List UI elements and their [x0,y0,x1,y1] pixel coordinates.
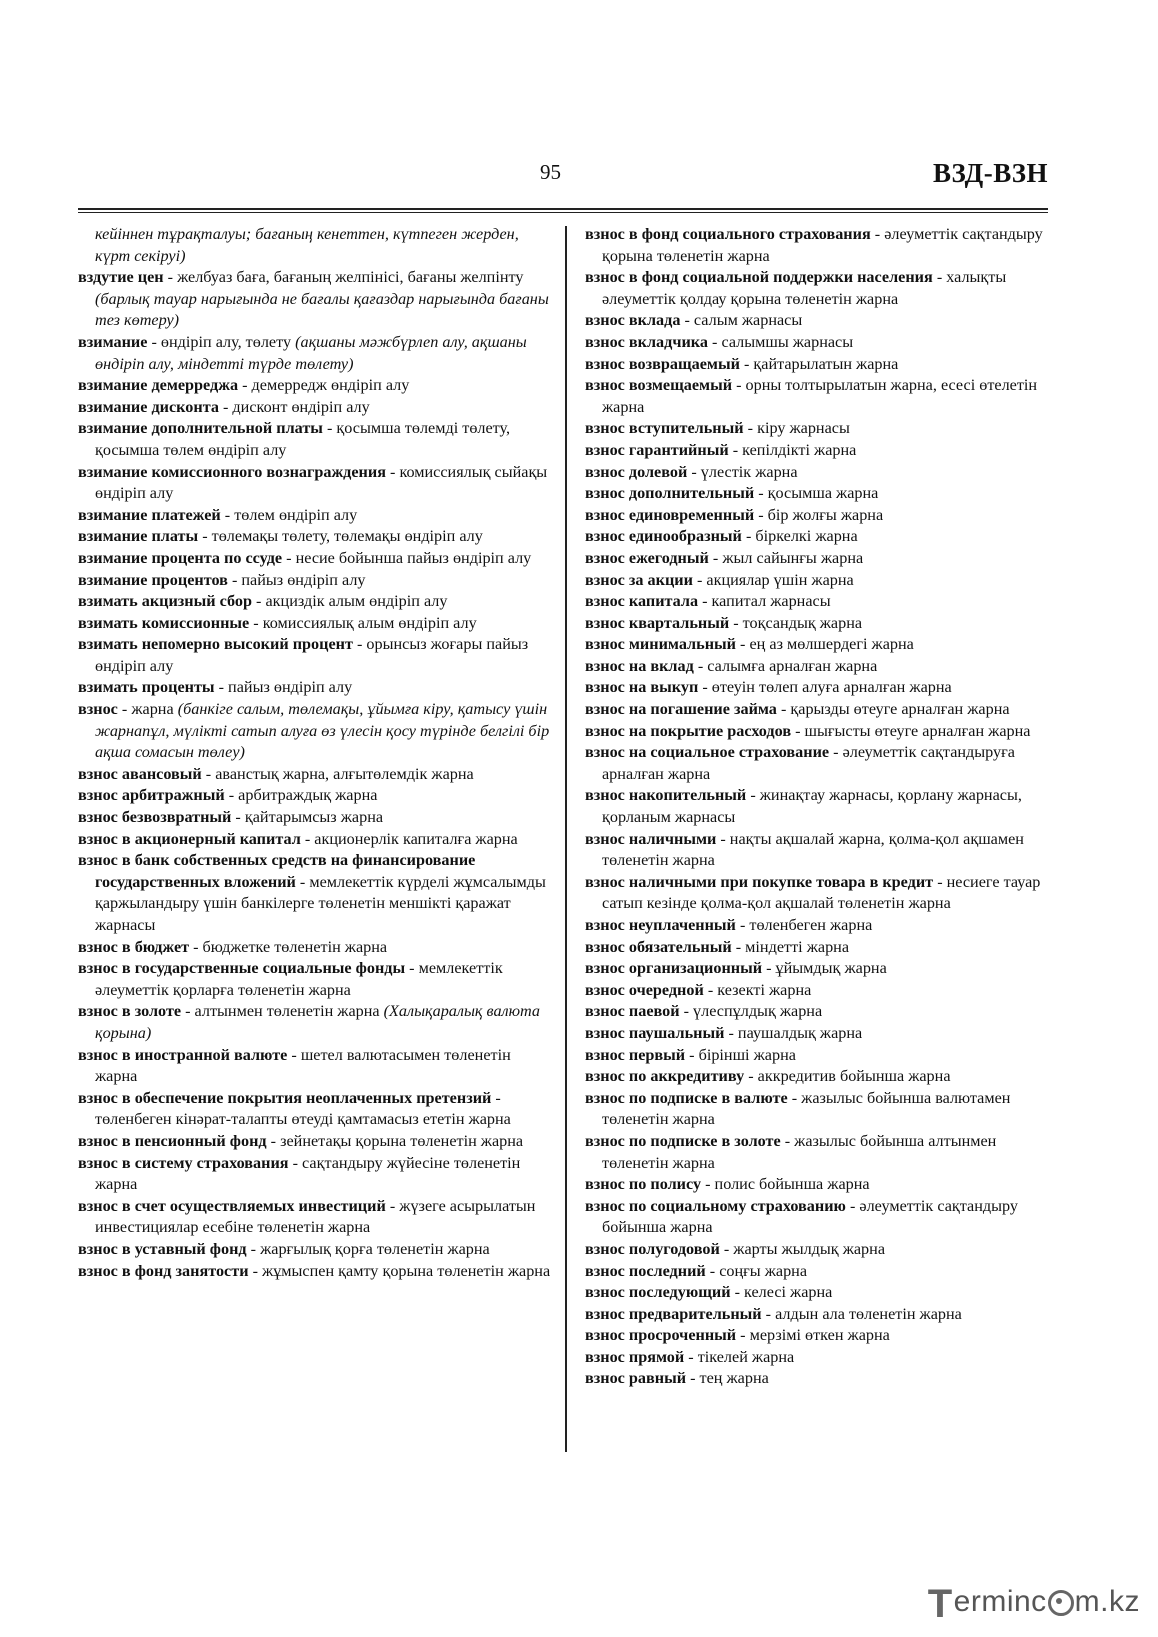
entry-term: взнос вступительный [585,419,744,438]
entry-note: (ақшаны мәжбүрлеп алу, ақшаны өндіріп алу, міндетті түрде төлету) [95,332,527,373]
entry-translation: - жазылыс бойынша валютамен төленетін жарна [602,1088,1011,1129]
dictionary-entry [585,570,1055,592]
entry-term: взнос единообразный [585,527,742,546]
dictionary-entry [78,785,553,807]
entry-term: взнос просроченный [585,1326,737,1345]
entry-translation: - зейнетақы қорына төленетін жарна [266,1131,524,1150]
dictionary-entry [585,1304,1055,1326]
dictionary-entry [78,850,553,936]
dictionary-entry [78,1001,553,1044]
entry-translation: - төленбеген жарна [735,916,873,934]
dictionary-entry [78,505,553,527]
entry-term: вздутие цен [78,268,164,287]
entry-translation: - әлеуметтік сақтандыру қорына төленетін жарна [602,225,1043,265]
entry-translation: - арбитраждық жарна [224,786,378,805]
dictionary-entry [78,375,553,397]
dictionary-entry [78,958,553,1001]
entry-translation: - жарғылық қорға төленетін жарна [246,1239,490,1258]
dictionary-entry [585,1196,1055,1239]
entry-translation: - пайыз өндіріп алу [227,570,366,589]
entry-term: взимание платежей [78,505,221,524]
entry-translation: - соңғы жарна [705,1261,808,1280]
logo-text-start: erminc [953,1585,1047,1618]
entry-translation: - орынсыз жоғары пайыз өндіріп алу [95,635,529,675]
dictionary-entry [585,785,1055,828]
entry-translation: - алдын ала төленетін жарна [761,1304,962,1323]
entry-term: взнос первый [585,1045,686,1064]
entry-translation: - біркелкі жарна [741,527,858,546]
dictionary-entry [78,397,553,419]
entry-translation: - келесі жарна [730,1283,833,1302]
entry-term: взнос капитала [585,592,699,611]
entry-translation: - жұмыспен қамту қорына төленетін жарна [248,1261,551,1280]
entry-term: взнос минимальный [585,635,736,654]
entry-translation: - жарна [117,700,178,719]
entry-translation: - салым жарнасы [680,311,803,330]
dictionary-entry [585,613,1055,635]
dictionary-entry [78,570,553,592]
entry-term: взимание платы [78,527,199,546]
entry-term: взнос в бюджет [78,937,190,956]
dictionary-entry [585,1368,1055,1390]
entry-translation: - төлем өндіріп алу [220,505,358,524]
dictionary-entry [78,548,553,570]
entry-term: взнос по социальному страхованию [585,1196,846,1215]
entry-translation: - өндіріп алу, төлету [147,332,296,351]
entry-term: взнос [78,700,118,719]
entry-term: взнос безвозвратный [78,808,232,827]
entry-term: взнос вклада [585,311,681,330]
dictionary-entry [585,310,1055,332]
entry-term: взнос в пенсионный фонд [78,1131,267,1150]
dictionary-entry [585,721,1055,743]
entry-term: взимание демерреджа [78,376,239,395]
entry-term: взнос в счет осуществляемых инвестиций [78,1196,386,1215]
entry-translation: - дисконт өндіріп алу [218,397,370,416]
entry-term: взнос на социальное страхование [585,743,830,762]
dictionary-entry [78,807,553,829]
entry-translation: - алтынмен төленетін жарна [181,1002,384,1021]
entry-term: взнос последний [585,1261,706,1280]
entry-term: взнос паевой [585,1002,680,1021]
entry-term: взимать проценты [78,678,215,697]
dictionary-entry [78,829,553,851]
entry-translation: - демерредж өндіріп алу [238,376,410,395]
entry-translation: - мемлекеттік әлеуметтік қорларға төленетін жарна [95,959,503,999]
entry-translation: - шығысты өтеуге арналған жарна [791,721,1031,740]
entry-translation: - жүзеге асырылатын инвестициялар есебіне төленетін жарна [95,1196,536,1237]
entry-term: взимать комиссионные [78,613,250,632]
entry-term: взимать непомерно высокий процент [78,635,353,654]
entry-translation: - бір жолғы жарна [754,505,884,524]
entry-translation: - акционерлік капиталға жарна [300,829,518,848]
dictionary-entry [585,1088,1055,1131]
logo-circle-icon [1048,1590,1074,1616]
entry-translation: - тікелей жарна [684,1347,795,1366]
entry-term: взимание процента по ссуде [78,548,283,567]
logo-text-end: m.kz [1074,1585,1140,1618]
entry-translation: - желбуаз баға, бағаның желпінісі, бағаны желпінту [163,268,524,287]
entry-term: взнос возвращаемый [585,354,740,373]
entry-translation: - акциздік алым өндіріп алу [252,592,448,611]
entry-term: взнос по подписке в золоте [585,1131,781,1150]
entry-translation: - жинақтау жарнасы, қорлану жарнасы, қорланым жарнасы [602,786,1022,827]
entry-translation: - мемлекеттік күрделі жұмсалымды қаржыландыру үшін банкілерге төленетін меншікті қаражат жарнасы [95,872,546,934]
entry-translation: - орны толтырылатын жарна, есесі өтелетін жарна [602,376,1038,416]
entry-term: взнос в банк собственных средств на финансирование государственных вложений [78,851,476,891]
dictionary-entry [78,418,553,461]
entry-translation: - өтеуін төлеп алуға арналған жарна [698,678,952,697]
entry-translation: - бірінші жарна [685,1045,796,1064]
entry-translation: - әлеуметтік сақтандыру бойынша жарна [602,1196,1018,1237]
entry-term: взимание [78,332,148,351]
dictionary-entry [585,483,1055,505]
entry-term: взнос обязательный [585,937,732,956]
dictionary-entry [78,1088,553,1131]
dictionary-entry [585,462,1055,484]
entry-term: взнос в фонд занятости [78,1261,249,1280]
entry-term: взнос наличными [585,829,717,848]
entry-translation: - қайтарымсыз жарна [231,808,384,827]
entry-term: взнос организационный [585,959,763,978]
entry-term: взимание процентов [78,570,228,589]
dictionary-entry [78,764,553,786]
dictionary-entry [585,591,1055,613]
entry-term: взнос в систему страхования [78,1153,289,1172]
entry-term: взнос в государственные социальные фонды [78,959,406,978]
entry-translation: - несие бойынша пайыз өндіріп алу [282,548,532,567]
entry-term: взнос в золоте [78,1002,182,1021]
entry-term: взнос полугодовой [585,1239,720,1258]
entry-translation: - жарты жылдық жарна [719,1239,885,1258]
dictionary-entry [585,1325,1055,1347]
dictionary-entry [585,505,1055,527]
entry-term: взнос наличными при покупке товара в кредит [585,872,934,891]
entry-translation: - ең аз мөлшердегі жарна [736,635,914,654]
entry-term: взнос последующий [585,1283,731,1302]
dictionary-entry [78,332,553,375]
dictionary-entry [585,354,1055,376]
dictionary-entry [585,440,1055,462]
entry-translation: - бюджетке төленетін жарна [189,937,388,956]
dictionary-entry [585,742,1055,785]
entry-term: взнос единовременный [585,505,755,524]
dictionary-entry [78,591,553,613]
entry-term: взнос вкладчика [585,332,708,351]
header-rule-thin [78,212,1048,213]
entry-translation: - паушалдық жарна [724,1023,863,1042]
dictionary-entry [585,332,1055,354]
entry-translation: - комиссиялық алым өндіріп алу [249,613,477,632]
entry-term: взнос предварительный [585,1304,762,1323]
dictionary-entry [585,1001,1055,1023]
dictionary-entry [585,1045,1055,1067]
entry-term: взнос долевой [585,462,688,481]
entry-translation: - полис бойынша жарна [701,1175,870,1194]
left-column [78,224,553,1282]
entry-translation: - мерзімі өткен жарна [736,1326,890,1345]
dictionary-entry [585,1347,1055,1369]
entry-translation: - қайтарылатын жарна [739,354,899,373]
dictionary-entry [585,872,1055,915]
entry-term: взнос авансовый [78,764,202,783]
dictionary-entry [78,1153,553,1196]
dictionary-entry [585,915,1055,937]
dictionary-entry [585,958,1055,980]
terminology-logo [927,1582,1140,1626]
entry-translation: - жыл сайынғы жарна [708,548,864,567]
entry-translation: - жазылыс бойынша алтынмен төленетін жарна [602,1131,997,1172]
dictionary-entry [585,656,1055,678]
entry-translation: - төлемақы төлету, төлемақы өндіріп алу [198,527,483,546]
dictionary-entry [585,1023,1055,1045]
entry-term: взнос арбитражный [78,786,225,805]
entry-translation: - халықты әлеуметтік қолдау қорына төленетін жарна [602,268,1007,308]
dictionary-entry [78,937,553,959]
entry-translation: - кезекті жарна [703,980,812,999]
dictionary-entry [585,267,1055,310]
dictionary-entry [585,699,1055,721]
entry-translation: - нақты ақшалай жарна, қолма-қол ақшамен төленетін жарна [602,829,1024,870]
entry-term: взимание дисконта [78,397,219,416]
entry-translation: - шетел валютасымен төленетін жарна [95,1045,511,1086]
entry-term: взнос равный [585,1369,687,1388]
entry-term: взнос в фонд социального страхования [585,225,871,243]
entry-translation: - кепілдікті жарна [728,440,857,459]
entry-term: взнос на погашение займа [585,700,777,719]
entry-translation: - төленбеген кінәрат-талапты өтеуді қамтамасыз ететін жарна [95,1088,511,1129]
right-column [585,224,1055,1390]
entry-translation: - кіру жарнасы [743,419,850,438]
entry-term: взнос по подписке в валюте [585,1088,788,1107]
dictionary-entry [78,677,553,699]
entry-translation: - тең жарна [686,1369,769,1388]
entry-translation: - комиссиялық сыйақы өндіріп алу [95,462,548,503]
dictionary-entry [78,1261,553,1283]
entry-translation: - аванстық жарна, алғытөлемдік жарна [201,764,474,783]
dictionary-entry [585,375,1055,418]
entry-translation: - аккредитив бойынша жарна [744,1067,951,1086]
dictionary-entry [78,613,553,635]
entry-translation: - пайыз өндіріп алу [214,678,353,697]
entry-term: взнос накопительный [585,786,747,805]
page-number: 95 [540,160,561,184]
entry-note: (Халықаралық валюта қорына) [95,1002,540,1042]
entry-term: взнос очередной [585,980,704,999]
dictionary-entry [585,1066,1055,1088]
entry-translation: - үлестік жарна [687,462,798,481]
dictionary-entry [585,1239,1055,1261]
entry-term: взимание комиссионного вознаграждения [78,462,386,481]
entry-translation: - сақтандыру жүйесіне төленетін жарна [95,1153,521,1194]
entry-translation: - үлеспұлдық жарна [679,1002,823,1021]
entry-term: взнос в акционерный капитал [78,829,301,848]
entry-translation: - міндетті жарна [731,937,850,956]
entry-term: взнос квартальный [585,613,730,632]
dictionary-entry [585,224,1055,267]
entry-translation: - ұйымдық жарна [762,959,887,978]
entry-translation: - қосымша жарна [754,484,879,503]
entry-term: взнос прямой [585,1347,685,1366]
entry-term: взнос в иностранной валюте [78,1045,288,1064]
entry-term: взнос ежегодный [585,548,709,567]
dictionary-entry [585,677,1055,699]
entry-term: взнос по полису [585,1175,702,1194]
entry-translation: - капитал жарнасы [698,592,831,611]
entry-translation: - қосымша төлемді төлету, қосымша төлем өндіріп алу [95,419,511,459]
entry-term: взнос дополнительный [585,484,755,503]
dictionary-entry [585,1174,1055,1196]
entry-translation: - несиеге тауар сатып кезінде қолма-қол ақшалай төленетін жарна [602,872,1041,913]
dictionary-entry [585,634,1055,656]
entry-note: кейіннен тұрақталуы; бағаның кенеттен, күтпеген жерден, күрт секіруі) [95,225,519,265]
column-divider [565,226,567,1452]
entry-term: взнос на покрытие расходов [585,721,792,740]
entry-term: взимать акцизный сбор [78,592,252,611]
logo-letter: T [927,1582,953,1626]
entry-term: взнос возмещаемый [585,376,733,395]
dictionary-entry [78,634,553,677]
dictionary-entry [585,980,1055,1002]
dictionary-entry [78,1196,553,1239]
entry-translation: - салымшы жарнасы [707,332,854,351]
dictionary-entry [78,224,553,267]
entry-term: взнос в уставный фонд [78,1239,247,1258]
dictionary-entry [585,418,1055,440]
dictionary-entry [78,1131,553,1153]
dictionary-entry [585,1261,1055,1283]
entry-translation: - акциялар үшін жарна [692,570,854,589]
entry-term: взнос за акции [585,570,693,589]
entry-term: взнос в обеспечение покрытия неоплаченных претензий [78,1088,492,1107]
dictionary-entry [585,526,1055,548]
entry-note: (барлық тауар нарығында не бағалы қағаздар нарығында бағаны тез көтеру) [95,289,549,330]
dictionary-entry [78,699,553,764]
entry-term: взнос неуплаченный [585,916,736,934]
entry-term: взнос на вклад [585,656,694,675]
entry-translation: - тоқсандық жарна [729,613,863,632]
dictionary-entry [78,526,553,548]
entry-note: (банкіге салым, төлемақы, ұйымға кіру, қатысу үшін жарнапұл, мүлікті сатып алуға өз үлесін қосу түрінде белгілі бір ақша сомасын төлеу) [95,700,550,762]
dictionary-entry [585,548,1055,570]
dictionary-entry [585,829,1055,872]
header-rule-thick [78,208,1048,210]
entry-term: взнос на выкуп [585,678,699,697]
dictionary-entry [585,937,1055,959]
dictionary-entry [78,1239,553,1261]
entry-term: взнос в фонд социальной поддержки населения [585,268,933,287]
entry-translation: - салымға арналған жарна [693,656,878,675]
entry-translation: - қарызды өтеуге арналған жарна [776,700,1010,719]
dictionary-entry [585,1282,1055,1304]
dictionary-entry [585,1131,1055,1174]
entry-term: взнос паушальный [585,1023,725,1042]
entry-term: взнос гарантийный [585,440,729,459]
entry-translation: - әлеуметтік сақтандыруға арналған жарна [602,743,1015,783]
dictionary-entry [78,462,553,505]
dictionary-entry [78,267,553,332]
dictionary-entry [78,1045,553,1088]
running-head: ВЗД-ВЗН [933,158,1048,188]
entry-term: взнос по аккредитиву [585,1067,745,1086]
entry-term: взимание дополнительной платы [78,419,323,438]
